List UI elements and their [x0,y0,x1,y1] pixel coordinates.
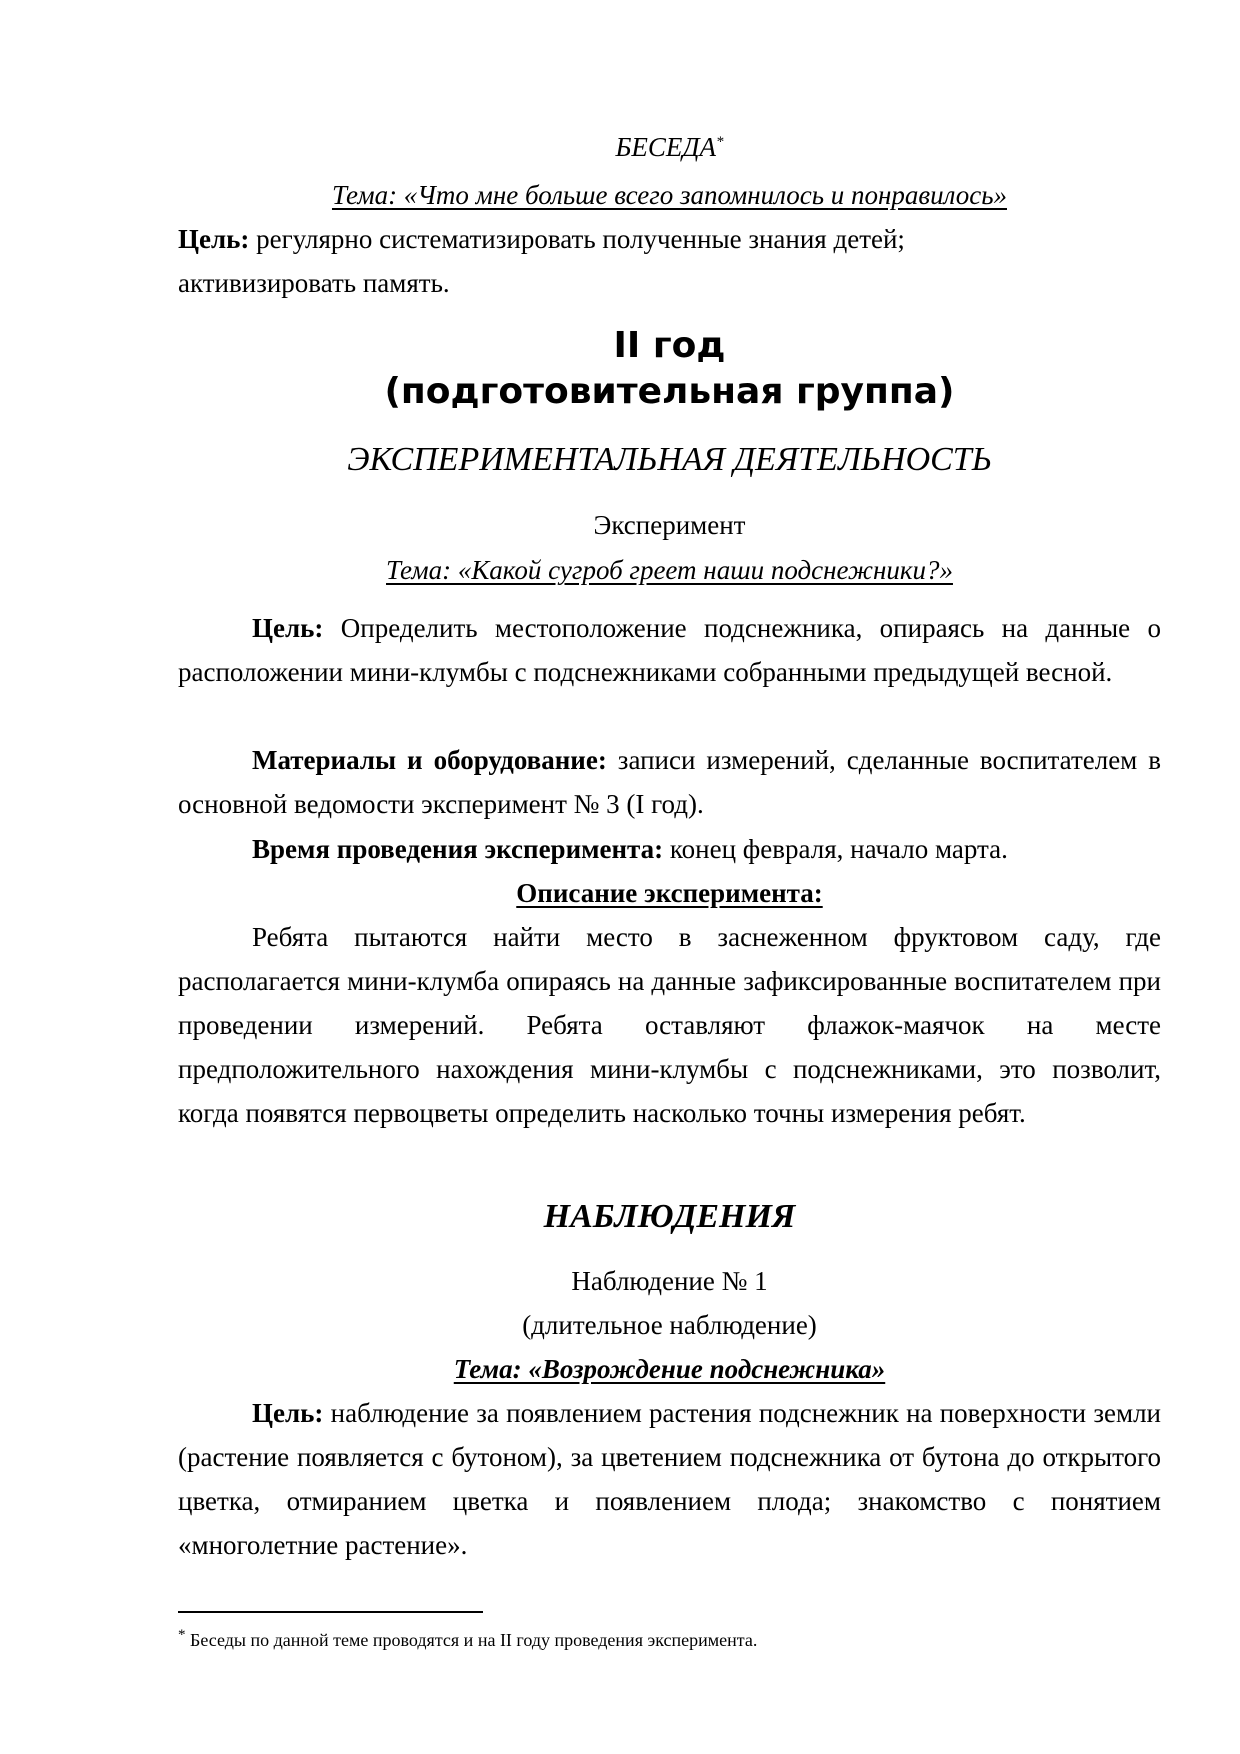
year-group: (подготовительная группа) [384,371,955,412]
observation-subheading: Наблюдение № 1 [571,1266,768,1296]
materials-label: Материалы и оборудование: [252,745,607,775]
beseda-topic: Тема: «Что мне больше всего запомнилось и понравилось» [331,180,1007,210]
experiment-time [178,827,1161,871]
observation-topic: Тема: «Возрождение подснежника» [453,1354,886,1384]
time-text: конец февраля, начало марта. [663,834,1008,864]
experiment-subheading: Эксперимент [593,510,746,540]
goal-text: наблюдение за появлением растения подснежник на поверхности земли (растение появляется с бутоном), за цветением подснежника от бутона до открытого цветка, отмиранием цветка и появлением плода; знакомство с понятием «многолетние растение». [178,1398,1161,1560]
experiment-goal [178,606,1161,694]
year-title: II год [613,325,726,366]
experiment-materials [178,738,1161,826]
observation-goal [178,1391,1161,1567]
observation-subheading-2: (длительное наблюдение) [522,1310,817,1340]
goal-text-2: активизировать память. [178,268,450,298]
goal-text: Определить местоположение подснежника, опираясь на данные о расположении мини-клумбы с подснежниками собранными предыдущей весной. [178,613,1161,687]
footnote-separator [178,1611,483,1613]
experimental-heading: ЭКСПЕРИМЕНТАЛЬНАЯ ДЕЯТЕЛЬНОСТЬ [347,441,992,478]
experiment-topic: Тема: «Какой сугроб греет наши подснежники?» [386,555,953,585]
experiment-description-label: Описание эксперимента: [516,878,823,908]
goal-label: Цель: [252,1398,324,1428]
beseda-title [178,125,1161,169]
experiment-description: Ребята пытаются найти место в заснеженном фруктовом саду, где располагается мини-клумба опираясь на данные зафиксированные воспитателем при проведении измерений. Ребята оставляют флажок-маячок на месте предположительного нахождения мини-клумбы с подснежниками, это позволит, когда появятся первоцветы определить насколько точны измерения ребят. [178,922,1161,1128]
beseda-title-text: БЕСЕДА [615,132,717,162]
materials-text: записи измерений, сделанные воспитателем в основной ведомости эксперимент № 3 (I год). [178,745,1161,819]
time-label: Время проведения эксперимента: [252,834,664,864]
goal-label: Цель: [252,613,324,643]
footnote-mark: * [716,134,724,150]
observations-heading: НАБЛЮДЕНИЯ [543,1198,796,1235]
footnote-text: Беседы по данной теме проводятся и на II году проведения эксперимента. [185,1630,758,1650]
footnote [178,1628,757,1652]
goal-text: регулярно систематизировать полученные знания детей; [249,224,905,254]
goal-label: Цель: [178,224,250,254]
beseda-goal [178,217,1161,305]
footnote-mark: * [178,1627,186,1643]
